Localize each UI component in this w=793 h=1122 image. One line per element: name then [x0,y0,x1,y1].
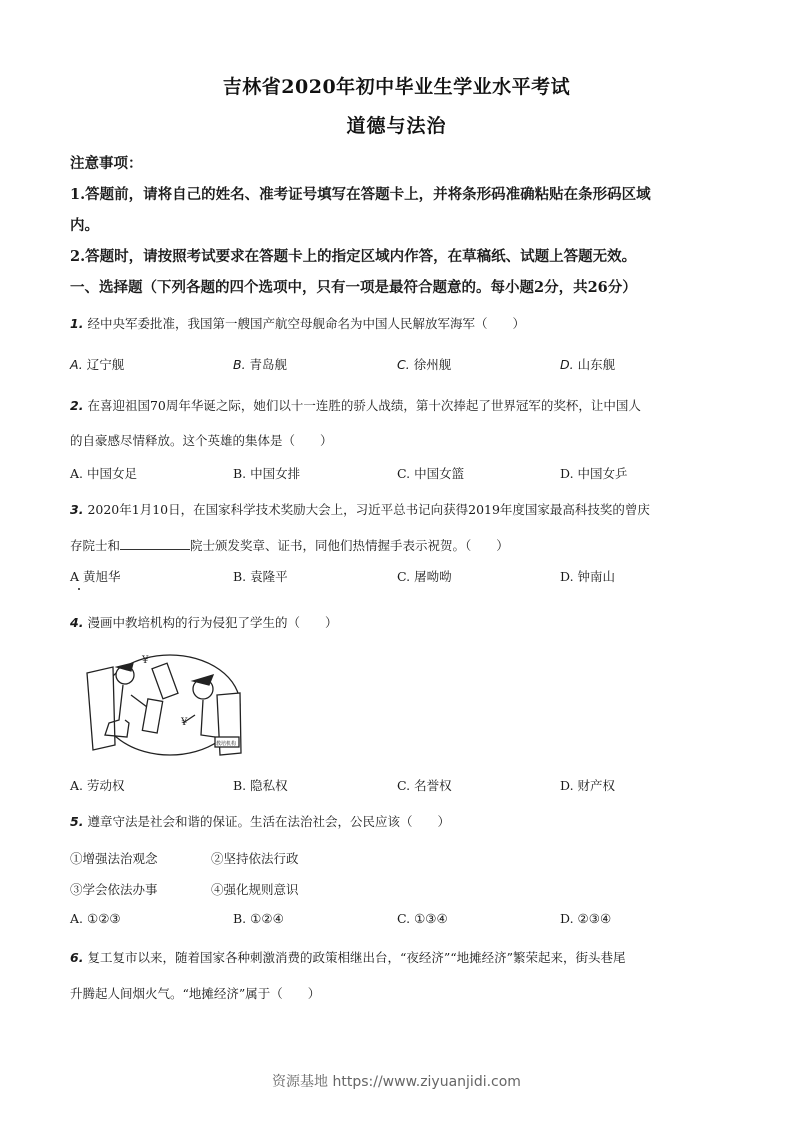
note-2: 2.答题时，请按照考试要求在答题卡上的指定区域内作答，在草稿纸、试题上答题无效。 [70,248,637,265]
option-a[interactable]: A. ①②③ [70,911,121,926]
note-1-cont: 内。 [70,217,99,234]
svg-text:¥: ¥ [181,717,188,728]
footer-watermark: 资源基地 https://www.ziyuanjidi.com [272,1074,521,1090]
option-d[interactable]: D. ②③④ [560,911,612,926]
option-b[interactable]: B. 青岛舰 [233,357,288,372]
question-number: 1. [70,316,84,331]
exam-subject: 道德与法治 [346,115,447,137]
question-4 [70,613,337,631]
option-c[interactable]: C. 中国女篮 [397,466,465,481]
question-text: 复工复市以来，随着国家各种刺激消费的政策相继出台，“夜经济”“地摊经济”繁荣起来，街头巷尾 [87,950,626,965]
question-2-cont: 的自豪感尽情释放。这个英雄的集体是（ ） [70,433,333,448]
option-d[interactable]: D. 中国女乒 [560,466,628,481]
option-b[interactable]: B. 袁隆平 [233,569,288,584]
option-b[interactable]: B. 中国女排 [233,466,301,481]
question-text: 遵章守法是社会和谐的保证。生活在法治社会，公民应该（ ） [87,814,450,829]
question-number: 4. [70,615,84,630]
question-5 [70,812,450,830]
question-text: 经中央军委批准，我国第一艘国产航空母舰命名为中国人民解放军海军（ ） [87,316,525,331]
question-3 [70,500,650,518]
notes-heading: 注意事项： [70,155,143,172]
option-a[interactable]: A. 辽宁舰 [70,357,125,372]
stray-mark [78,588,80,590]
question-6-cont: 升腾起人间烟火气。“地摊经济”属于（ ） [70,986,321,1001]
option-d[interactable]: D. 钟南山 [560,569,616,584]
option-a[interactable]: A 黄旭华 [70,569,121,584]
statement-4: ④强化规则意识 [211,882,299,897]
cartoon-illustration [75,645,250,760]
statement-3: ③学会依法办事 [70,882,158,897]
option-d[interactable]: D. 山东舰 [560,357,616,372]
option-a[interactable]: A. 劳动权 [70,778,125,793]
question-number: 3. [70,502,84,517]
question-text: 漫画中教培机构的行为侵犯了学生的（ ） [87,615,338,630]
fill-in-blank [120,537,190,550]
option-c[interactable]: C. 徐州舰 [397,357,452,372]
statement-1: ①增强法治观念 [70,851,158,866]
option-c[interactable]: C. 名誉权 [397,778,452,793]
note-1: 1.答题前，请将自己的姓名、准考证号填写在答题卡上，并将条形码准确粘贴在条形码区域 [70,186,651,203]
cartoon-label: 教培机构 [216,741,237,747]
question-text: 2020年1月10日，在国家科学技术奖励大会上，习近平总书记向获得2019年度国家最高科技奖的曾庆 [87,502,650,517]
question-text: 在喜迎祖国70周年华诞之际，她们以十一连胜的骄人战绩，第十次捧起了世界冠军的奖杯，让中国人 [87,398,641,413]
question-3-cont: 存院士和 院士颁发奖章、证书，同他们热情握手表示祝贺。（ ） [70,538,509,553]
option-c[interactable]: C. 屠呦呦 [397,569,452,584]
statement-2: ②坚持依法行政 [211,851,299,866]
exam-title: 吉林省2020年初中毕业生学业水平考试 [222,76,571,98]
question-number: 5. [70,814,84,829]
option-a[interactable]: A. 中国女足 [70,466,138,481]
question-1 [70,314,525,332]
question-2 [70,396,641,414]
svg-text:¥: ¥ [142,655,149,666]
option-c[interactable]: C. ①③④ [397,911,448,926]
question-6 [70,948,626,966]
option-d[interactable]: D. 财产权 [560,778,616,793]
question-number: 6. [70,950,84,965]
option-b[interactable]: B. 隐私权 [233,778,288,793]
section-heading: 一、选择题（下列各题的四个选项中，只有一项是最符合题意的。每小题2分，共26分） [70,279,637,296]
question-number: 2. [70,398,84,413]
option-b[interactable]: B. ①②④ [233,911,284,926]
